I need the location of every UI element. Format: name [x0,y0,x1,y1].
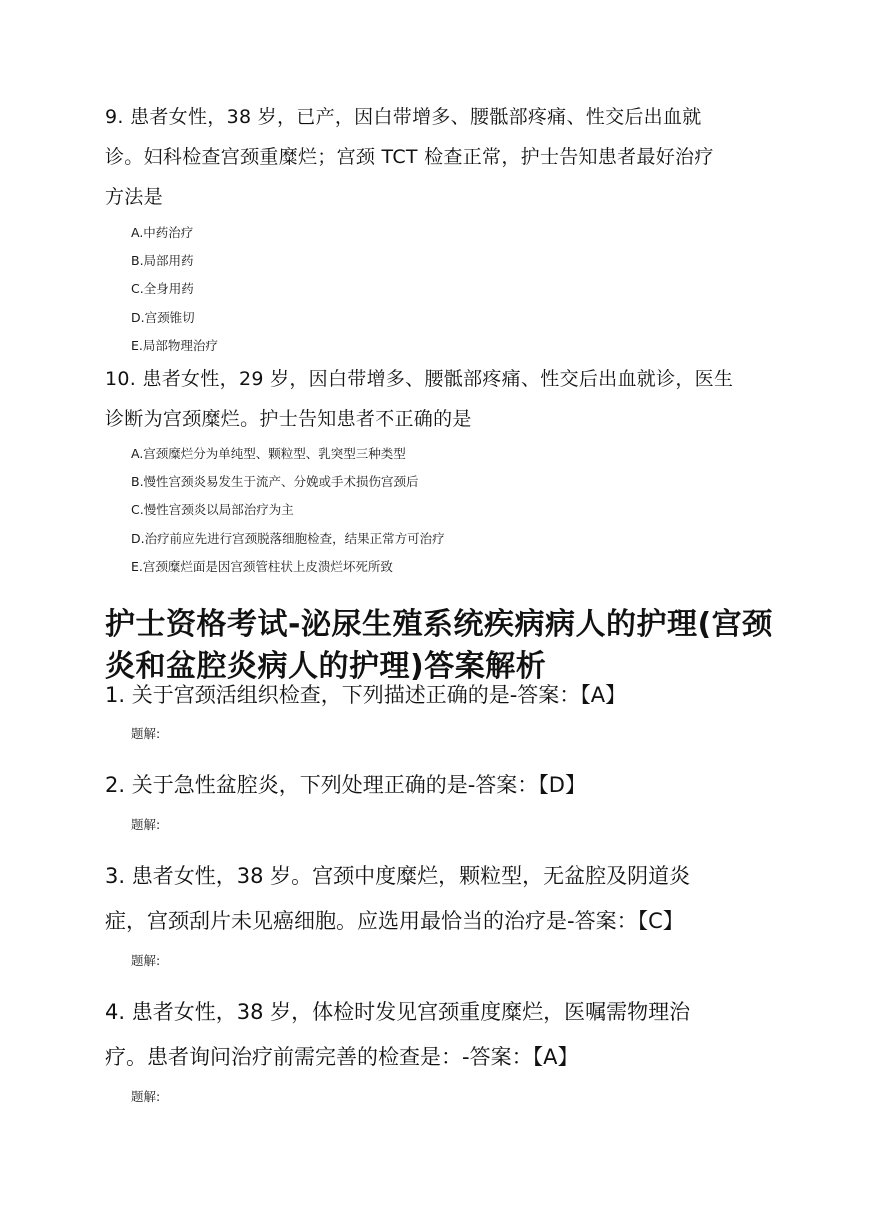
answer-4-line-1: 4. 患者女性，38 岁，体检时发见宫颈重度糜烂，医嘱需物理治 [105,1000,691,1024]
answer-4-line-2: 疗。患者询问治疗前需完善的检查是：-答案：【A】 [105,1045,579,1069]
question-10-option-b: B.慢性宫颈炎易发生于流产、分娩或手术损伤宫颈后 [131,474,419,489]
question-9-option-e: E.局部物理治疗 [131,338,218,353]
question-9-option-c: C.全身用药 [131,281,194,296]
section-title-line-1: 护士资格考试-泌尿生殖系统疾病病人的护理(宫颈 [105,607,773,642]
question-10-option-a: A.宫颈糜烂分为单纯型、颗粒型、乳突型三种类型 [131,446,406,461]
question-9-line-3: 方法是 [105,186,163,208]
question-9-option-a: A.中药治疗 [131,225,194,240]
answer-3-explanation: 题解: [131,953,161,968]
answer-2-line-1: 2. 关于急性盆腔炎，下列处理正确的是-答案：【D】 [105,773,586,797]
answer-2-explanation: 题解: [131,817,161,832]
question-10-option-d: D.治疗前应先进行宫颈脱落细胞检查，结果正常方可治疗 [131,531,445,546]
question-10-option-e: E.宫颈糜烂面是因宫颈管柱状上皮溃烂坏死所致 [131,559,393,574]
question-9-line-2: 诊。妇科检查宫颈重糜烂；宫颈 TCT 检查正常，护士告知患者最好治疗 [105,146,714,168]
answer-4-explanation: 题解: [131,1089,161,1104]
question-9-line-1: 9. 患者女性，38 岁，已产，因白带增多、腰骶部疼痛、性交后出血就 [105,106,702,128]
question-9-option-d: D.宫颈锥切 [131,310,195,325]
question-9-option-b: B.局部用药 [131,253,194,268]
question-10-option-c: C.慢性宫颈炎以局部治疗为主 [131,502,294,517]
answer-1-line-1: 1. 关于宫颈活组织检查，下列描述正确的是-答案：【A】 [105,683,627,707]
question-10-line-1: 10. 患者女性，29 岁，因白带增多、腰骶部疼痛、性交后出血就诊，医生 [105,368,734,390]
answer-3-line-1: 3. 患者女性，38 岁。宫颈中度糜烂，颗粒型，无盆腔及阴道炎 [105,864,691,888]
answer-1-explanation: 题解: [131,726,161,741]
section-title-line-2: 炎和盆腔炎病人的护理)答案解析 [105,649,547,684]
question-10-line-2: 诊断为宫颈糜烂。护士告知患者不正确的是 [105,408,472,430]
answer-3-line-2: 症，宫颈刮片未见癌细胞。应选用最恰当的治疗是-答案：【C】 [105,909,684,933]
